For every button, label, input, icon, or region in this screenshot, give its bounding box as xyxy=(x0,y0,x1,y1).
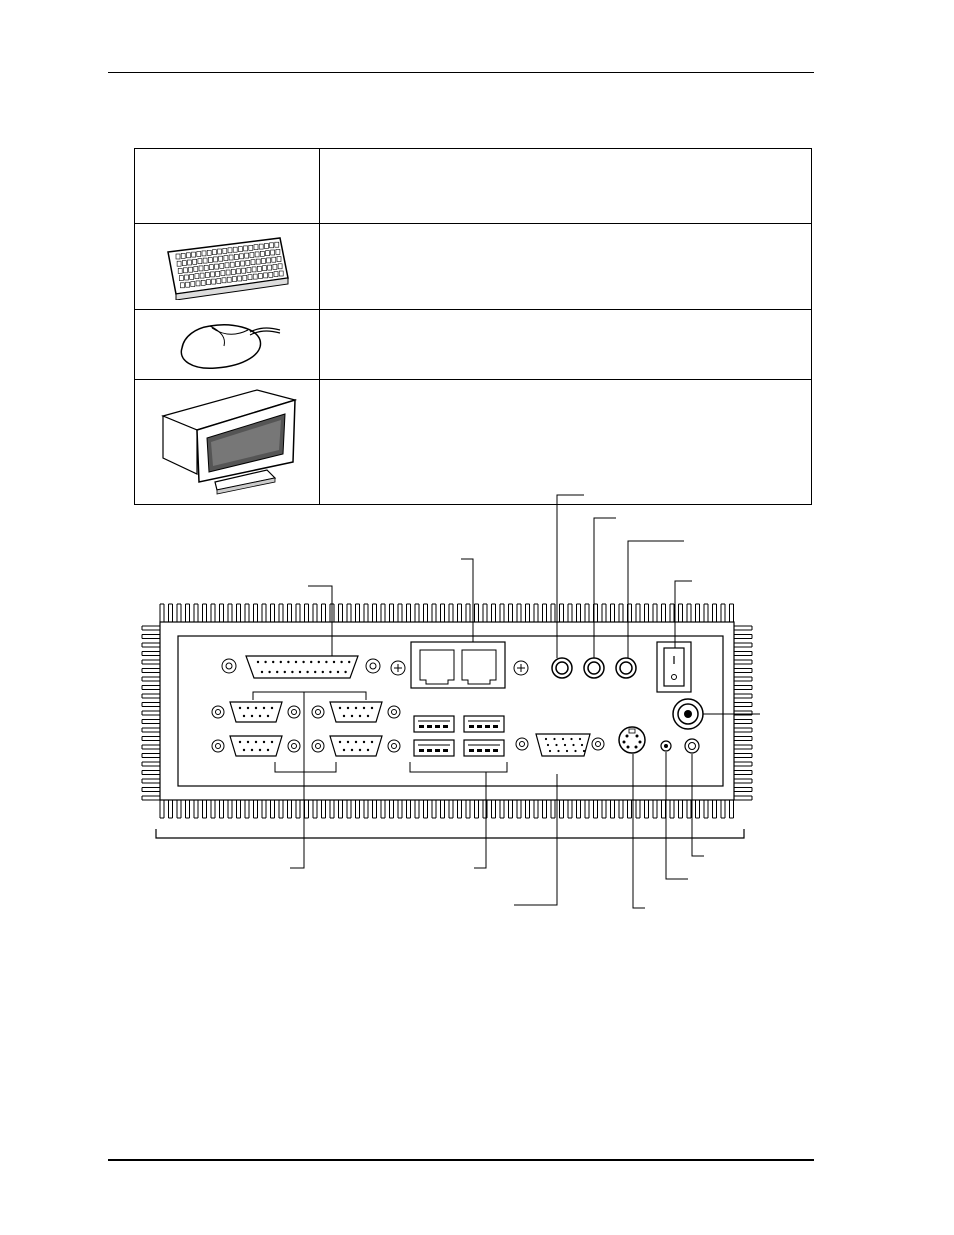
mouse-description-cell xyxy=(320,310,812,380)
mouse-picture-cell xyxy=(135,310,320,380)
table-header-description-cell xyxy=(320,149,812,224)
table-row xyxy=(135,380,812,505)
table-header-picture-cell xyxy=(135,149,320,224)
table-row xyxy=(135,224,812,310)
peripherals-table xyxy=(134,148,812,505)
monitor-icon xyxy=(157,386,297,498)
keyboard-icon xyxy=(162,234,292,300)
power-switch xyxy=(657,642,691,692)
audio-jack xyxy=(584,658,604,678)
panel-screw xyxy=(391,661,405,675)
usb-port xyxy=(464,740,504,756)
table-row xyxy=(135,310,812,380)
keyboard-description-cell xyxy=(320,224,812,310)
dc-power-input xyxy=(673,699,703,729)
status-led xyxy=(661,741,671,751)
reset-button xyxy=(685,739,699,753)
footer-rule xyxy=(108,1159,814,1161)
base-plate xyxy=(156,829,744,838)
usb-port xyxy=(414,740,454,756)
table-header-row xyxy=(135,149,812,224)
ps2-port xyxy=(619,727,645,753)
rear-panel-diagram xyxy=(120,488,780,918)
lan-ports xyxy=(411,642,505,688)
panel-screw xyxy=(514,661,528,675)
audio-jack xyxy=(552,658,572,678)
audio-jack xyxy=(616,658,636,678)
mouse-icon xyxy=(172,318,282,372)
usb-port xyxy=(464,716,504,732)
monitor-description-cell xyxy=(320,380,812,505)
usb-port xyxy=(414,716,454,732)
keyboard-picture-cell xyxy=(135,224,320,310)
header-rule xyxy=(108,72,814,73)
monitor-picture-cell xyxy=(135,380,320,505)
